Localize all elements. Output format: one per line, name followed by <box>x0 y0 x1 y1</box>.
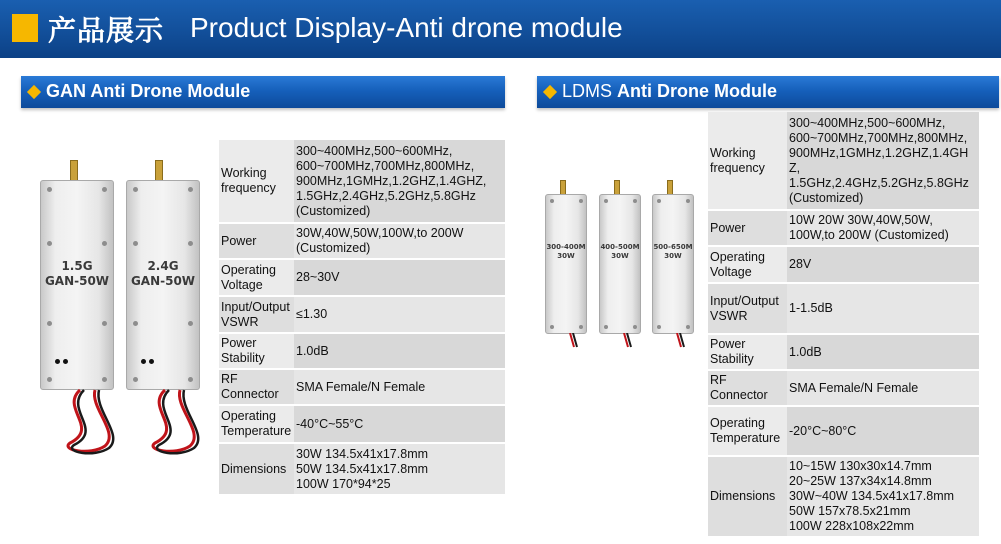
gan-module-photo <box>30 160 220 460</box>
spec-row <box>708 247 979 282</box>
gan-module-1-model: GAN-50W <box>44 274 110 288</box>
spec-key: Dimensions <box>708 457 787 536</box>
spec-row <box>219 406 505 442</box>
spec-key: Working frequency <box>708 112 787 209</box>
gan-section-header <box>21 76 505 108</box>
spec-value: 1.0dB <box>294 334 505 368</box>
spec-key: RF Connector <box>219 370 294 404</box>
power-cable-icon <box>560 333 690 349</box>
spec-key: RF Connector <box>708 371 787 405</box>
spec-row <box>708 407 979 455</box>
spec-value: 1-1.5dB <box>787 284 979 333</box>
spec-row <box>708 284 979 333</box>
spec-value: 300~400MHz,500~600MHz, 600~700MHz,700MHz,800MHz, 900MHz,1GMHz,1.2GHZ,1.4GH Z, 1.5GHz,2.4GHz,5.2GHz,5.8GHz (Customized) <box>787 112 979 209</box>
spec-key: Working frequency <box>219 140 294 222</box>
spec-row <box>708 371 979 405</box>
spec-row <box>219 370 505 404</box>
power-cable-icon <box>50 388 210 458</box>
gan-section-title-text: GAN Anti Drone Module <box>46 81 251 101</box>
sma-connector-icon <box>70 160 78 182</box>
spec-key: Operating Voltage <box>708 247 787 282</box>
header-title-english: Product Display-Anti drone module <box>190 12 623 43</box>
gan-module-1 <box>40 180 114 390</box>
spec-row <box>708 112 979 209</box>
gan-module-1-band: 1.5G <box>61 259 93 273</box>
ldms-module-2-power: 30W <box>611 252 629 260</box>
ldms-module-3-band: 500-650M <box>653 243 693 251</box>
spec-value: 30W,40W,50W,100W,to 200W (Customized) <box>294 224 505 258</box>
ldms-module-3-power: 30W <box>664 252 682 260</box>
spec-row <box>219 140 505 222</box>
ldms-spec-table <box>708 110 979 538</box>
spec-key: Operating Voltage <box>219 260 294 295</box>
spec-row <box>219 297 505 332</box>
ldms-section-title-bold: Anti Drone Module <box>617 81 778 101</box>
spec-row <box>219 260 505 295</box>
spec-row <box>219 444 505 494</box>
gan-spec-table <box>219 138 505 496</box>
ldms-module-2 <box>599 194 641 334</box>
spec-value: SMA Female/N Female <box>787 371 979 405</box>
spec-row <box>708 457 979 536</box>
page-header-banner <box>0 0 1001 58</box>
spec-value: -40°C~55°C <box>294 406 505 442</box>
ldms-module-3 <box>652 194 694 334</box>
sma-connector-icon <box>155 160 163 182</box>
spec-key: Power <box>219 224 294 258</box>
diamond-bullet-icon <box>543 85 557 99</box>
gan-section-title <box>46 81 250 102</box>
ldms-module-photo <box>540 180 710 350</box>
header-title-chinese: 产品展示 <box>48 14 165 47</box>
spec-key: Input/Output VSWR <box>219 297 294 332</box>
spec-row <box>219 224 505 258</box>
spec-value: 30W 134.5x41x17.8mm 50W 134.5x41x17.8mm 100W 170*94*25 <box>294 444 505 494</box>
spec-value: 10W 20W 30W,40W,50W, 100W,to 200W (Customized) <box>787 211 979 245</box>
spec-key: Operating Temperature <box>708 407 787 455</box>
spec-value: 28V <box>787 247 979 282</box>
ldms-section-header <box>537 76 999 108</box>
spec-value: SMA Female/N Female <box>294 370 505 404</box>
spec-key: Power <box>708 211 787 245</box>
spec-value: 28~30V <box>294 260 505 295</box>
spec-value: -20°C~80°C <box>787 407 979 455</box>
header-accent-square <box>12 14 38 42</box>
gan-module-2 <box>126 180 200 390</box>
spec-key: Power Stability <box>219 334 294 368</box>
spec-key: Power Stability <box>708 335 787 369</box>
ldms-module-1 <box>545 194 587 334</box>
gan-module-2-model: GAN-50W <box>130 274 196 288</box>
spec-value: 10~15W 130x30x14.7mm 20~25W 137x34x14.8mm 30W~40W 134.5x41x17.8mm 50W 157x78.5x21mm 100W 228x108x22mm <box>787 457 979 536</box>
ldms-section-title-prefix: LDMS <box>562 81 618 101</box>
spec-value: ≤1.30 <box>294 297 505 332</box>
ldms-module-2-band: 400-500M <box>600 243 640 251</box>
ldms-module-1-band: 300-400M <box>546 243 586 251</box>
ldms-module-1-power: 30W <box>557 252 575 260</box>
spec-key: Input/Output VSWR <box>708 284 787 333</box>
spec-row <box>708 335 979 369</box>
ldms-section-title <box>562 81 777 102</box>
spec-value: 300~400MHz,500~600MHz, 600~700MHz,700MHz,800MHz, 900MHz,1GMHz,1.2GHZ,1.4GHZ, 1.5GHz,2.4GHz,5.2GHz,5.8GHz (Customized) <box>294 140 505 222</box>
gan-module-2-band: 2.4G <box>147 259 179 273</box>
spec-row <box>219 334 505 368</box>
spec-key: Dimensions <box>219 444 294 494</box>
spec-value: 1.0dB <box>787 335 979 369</box>
diamond-bullet-icon <box>27 85 41 99</box>
spec-row <box>708 211 979 245</box>
spec-key: Operating Temperature <box>219 406 294 442</box>
